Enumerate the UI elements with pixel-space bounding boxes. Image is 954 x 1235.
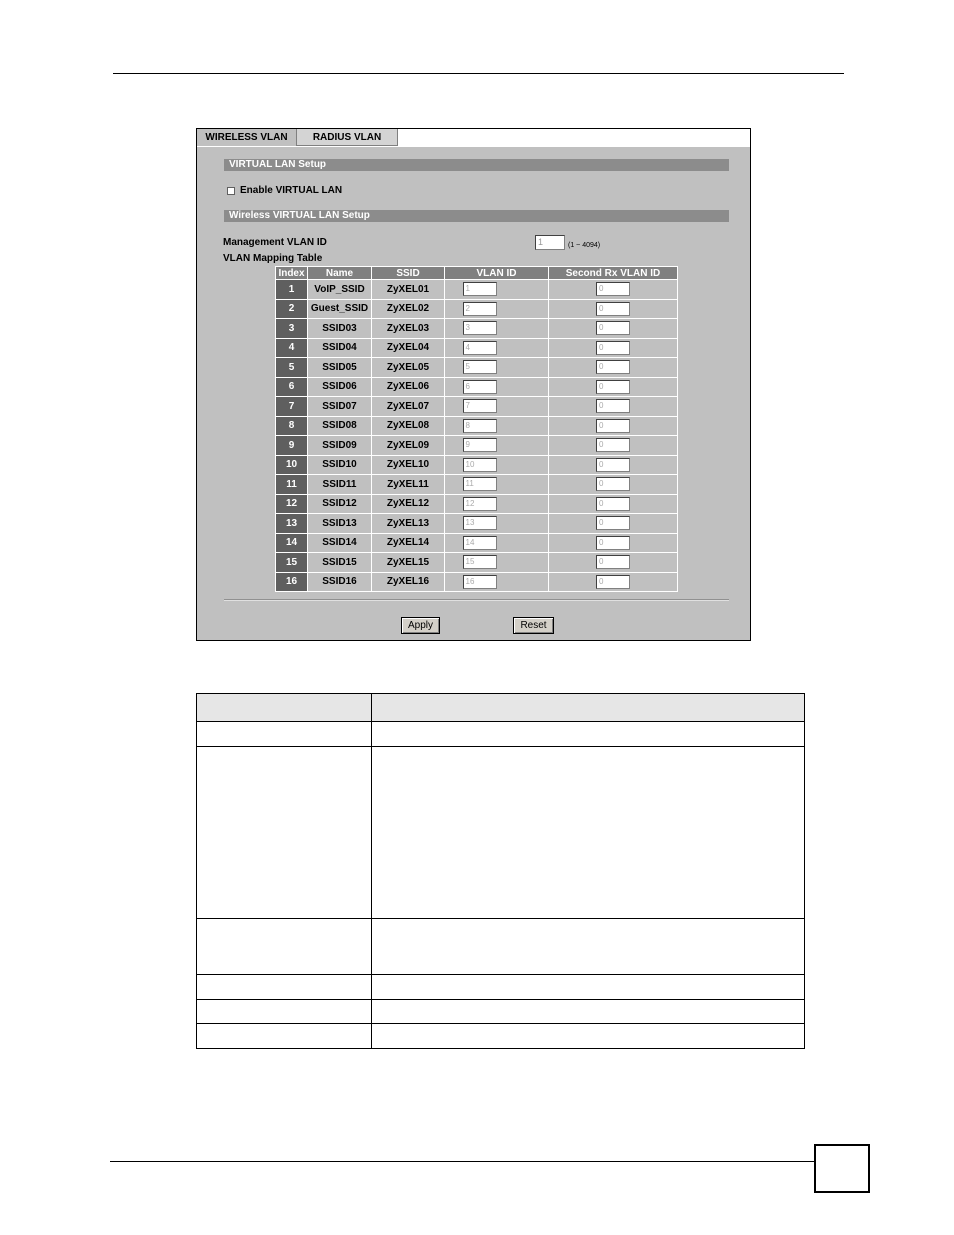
table-row <box>276 553 678 573</box>
vlan-id-input[interactable]: 13 <box>463 516 497 530</box>
row-vlan-id-cell <box>445 377 549 397</box>
row-vlan-id-cell <box>445 436 549 456</box>
vlan-id-input[interactable]: 1 <box>463 282 497 296</box>
table-row <box>276 455 678 475</box>
second-rx-vlan-id-input[interactable]: 0 <box>596 516 630 530</box>
table-row <box>276 494 678 514</box>
vlan-id-input[interactable]: 7 <box>463 399 497 413</box>
row-ssid: ZyXEL06 <box>372 377 445 397</box>
vlan-id-input[interactable]: 5 <box>463 360 497 374</box>
second-rx-vlan-id-input[interactable]: 0 <box>596 477 630 491</box>
row-ssid: ZyXEL02 <box>372 299 445 319</box>
row-name: SSID13 <box>308 514 372 534</box>
second-rx-vlan-id-input[interactable]: 0 <box>596 380 630 394</box>
desc-cell <box>372 1024 805 1049</box>
row-vlan-id-cell <box>445 572 549 592</box>
row-index: 10 <box>276 455 308 475</box>
vlan-id-input[interactable]: 3 <box>463 321 497 335</box>
desc-row <box>197 722 372 747</box>
second-rx-vlan-id-input[interactable]: 0 <box>596 419 630 433</box>
column-header-index: Index <box>276 267 308 280</box>
row-second-rx-cell <box>549 416 678 436</box>
row-index: 9 <box>276 436 308 456</box>
desc-cell <box>372 919 805 975</box>
column-header-second-rx-vlan-id: Second Rx VLAN ID <box>549 267 678 280</box>
row-vlan-id-cell <box>445 397 549 417</box>
row-second-rx-cell <box>549 553 678 573</box>
row-name: SSID16 <box>308 572 372 592</box>
row-second-rx-cell <box>549 455 678 475</box>
row-index: 7 <box>276 397 308 417</box>
row-vlan-id-cell <box>445 416 549 436</box>
row-vlan-id-cell <box>445 533 549 553</box>
table-row <box>276 319 678 339</box>
vlan-mapping-table <box>275 266 678 592</box>
row-vlan-id-cell <box>445 358 549 378</box>
vlan-id-input[interactable]: 10 <box>463 458 497 472</box>
row-ssid: ZyXEL04 <box>372 338 445 358</box>
row-index: 12 <box>276 494 308 514</box>
row-name: SSID09 <box>308 436 372 456</box>
row-second-rx-cell <box>549 572 678 592</box>
desc-cell <box>372 1000 805 1024</box>
second-rx-vlan-id-input[interactable]: 0 <box>596 438 630 452</box>
row-name: SSID12 <box>308 494 372 514</box>
footer-rule <box>110 1161 814 1162</box>
table-row <box>276 475 678 495</box>
vlan-id-input[interactable]: 15 <box>463 555 497 569</box>
description-table <box>196 693 805 1049</box>
row-vlan-id-cell <box>445 553 549 573</box>
row-vlan-id-cell <box>445 494 549 514</box>
desc-row <box>197 919 372 975</box>
section-title-wireless-setup: Wireless VIRTUAL LAN Setup <box>224 210 729 222</box>
vlan-id-input[interactable]: 14 <box>463 536 497 550</box>
row-index: 2 <box>276 299 308 319</box>
row-vlan-id-cell <box>445 280 549 300</box>
row-second-rx-cell <box>549 533 678 553</box>
row-name: SSID08 <box>308 416 372 436</box>
row-ssid: ZyXEL15 <box>372 553 445 573</box>
table-row <box>276 338 678 358</box>
tab-radius-vlan[interactable]: RADIUS VLAN <box>297 129 398 146</box>
row-index: 8 <box>276 416 308 436</box>
row-name: SSID03 <box>308 319 372 339</box>
vlan-id-input[interactable]: 8 <box>463 419 497 433</box>
row-ssid: ZyXEL03 <box>372 319 445 339</box>
mapping-table-title: VLAN Mapping Table <box>223 253 323 264</box>
vlan-id-input[interactable]: 6 <box>463 380 497 394</box>
row-ssid: ZyXEL10 <box>372 455 445 475</box>
row-name: SSID14 <box>308 533 372 553</box>
row-name: SSID06 <box>308 377 372 397</box>
vlan-id-input[interactable]: 12 <box>463 497 497 511</box>
desc-cell <box>372 747 805 919</box>
page-number-box <box>814 1144 870 1193</box>
row-ssid: ZyXEL14 <box>372 533 445 553</box>
row-ssid: ZyXEL13 <box>372 514 445 534</box>
desc-header-label <box>197 694 372 722</box>
column-header-ssid: SSID <box>372 267 445 280</box>
table-row <box>276 436 678 456</box>
second-rx-vlan-id-input[interactable]: 0 <box>596 497 630 511</box>
tab-bar <box>197 129 750 147</box>
header-rule <box>113 73 844 74</box>
row-ssid: ZyXEL16 <box>372 572 445 592</box>
row-second-rx-cell <box>549 338 678 358</box>
row-ssid: ZyXEL07 <box>372 397 445 417</box>
row-ssid: ZyXEL11 <box>372 475 445 495</box>
divider <box>224 599 729 601</box>
row-vlan-id-cell <box>445 514 549 534</box>
row-index: 14 <box>276 533 308 553</box>
management-vlan-input[interactable]: 1 <box>535 235 565 250</box>
row-index: 4 <box>276 338 308 358</box>
second-rx-vlan-id-input[interactable]: 0 <box>596 360 630 374</box>
section-title-vlan-setup: VIRTUAL LAN Setup <box>224 159 729 171</box>
row-second-rx-cell <box>549 319 678 339</box>
management-vlan-range: (1 ~ 4094) <box>568 242 601 249</box>
second-rx-vlan-id-input[interactable]: 0 <box>596 302 630 316</box>
apply-button[interactable]: Apply <box>401 617 440 634</box>
row-index: 16 <box>276 572 308 592</box>
second-rx-vlan-id-input[interactable]: 0 <box>596 321 630 335</box>
row-second-rx-cell <box>549 494 678 514</box>
table-row <box>276 299 678 319</box>
second-rx-vlan-id-input[interactable]: 0 <box>596 458 630 472</box>
management-vlan-label: Management VLAN ID <box>223 237 327 248</box>
desc-cell <box>372 722 805 747</box>
row-index: 5 <box>276 358 308 378</box>
vlan-id-input[interactable]: 9 <box>463 438 497 452</box>
table-row <box>276 397 678 417</box>
desc-cell <box>372 975 805 1000</box>
table-row <box>276 514 678 534</box>
second-rx-vlan-id-input[interactable]: 0 <box>596 575 630 589</box>
row-vlan-id-cell <box>445 475 549 495</box>
desc-row <box>197 1024 372 1049</box>
table-row <box>276 416 678 436</box>
row-ssid: ZyXEL01 <box>372 280 445 300</box>
row-second-rx-cell <box>549 397 678 417</box>
vlan-id-input[interactable]: 11 <box>463 477 497 491</box>
row-ssid: ZyXEL09 <box>372 436 445 456</box>
table-row <box>276 358 678 378</box>
row-name: SSID10 <box>308 455 372 475</box>
second-rx-vlan-id-input[interactable]: 0 <box>596 399 630 413</box>
enable-vlan-label: Enable VIRTUAL LAN <box>240 185 343 196</box>
desc-header-description <box>372 694 805 722</box>
row-index: 15 <box>276 553 308 573</box>
row-ssid: ZyXEL05 <box>372 358 445 378</box>
tab-wireless-vlan[interactable]: WIRELESS VLAN <box>197 129 297 146</box>
table-row <box>276 280 678 300</box>
row-second-rx-cell <box>549 299 678 319</box>
desc-row <box>197 1000 372 1024</box>
second-rx-vlan-id-input[interactable]: 0 <box>596 282 630 296</box>
row-vlan-id-cell <box>445 299 549 319</box>
row-second-rx-cell <box>549 514 678 534</box>
row-name: SSID11 <box>308 475 372 495</box>
row-second-rx-cell <box>549 377 678 397</box>
row-index: 13 <box>276 514 308 534</box>
vlan-id-input[interactable]: 4 <box>463 341 497 355</box>
row-index: 1 <box>276 280 308 300</box>
second-rx-vlan-id-input[interactable]: 0 <box>596 555 630 569</box>
row-name: SSID04 <box>308 338 372 358</box>
row-index: 11 <box>276 475 308 495</box>
row-ssid: ZyXEL08 <box>372 416 445 436</box>
row-second-rx-cell <box>549 475 678 495</box>
row-ssid: ZyXEL12 <box>372 494 445 514</box>
row-second-rx-cell <box>549 358 678 378</box>
row-index: 3 <box>276 319 308 339</box>
table-row <box>276 572 678 592</box>
table-row <box>276 377 678 397</box>
row-name: SSID05 <box>308 358 372 378</box>
second-rx-vlan-id-input[interactable]: 0 <box>596 536 630 550</box>
table-row <box>276 533 678 553</box>
desc-row <box>197 975 372 1000</box>
row-vlan-id-cell <box>445 455 549 475</box>
row-name: SSID07 <box>308 397 372 417</box>
row-name: SSID15 <box>308 553 372 573</box>
wireless-vlan-panel <box>196 128 751 641</box>
row-vlan-id-cell <box>445 338 549 358</box>
row-second-rx-cell <box>549 436 678 456</box>
row-second-rx-cell <box>549 280 678 300</box>
reset-button[interactable]: Reset <box>513 617 554 634</box>
desc-row <box>197 747 372 919</box>
row-name: Guest_SSID <box>308 299 372 319</box>
vlan-id-input[interactable]: 16 <box>463 575 497 589</box>
second-rx-vlan-id-input[interactable]: 0 <box>596 341 630 355</box>
enable-vlan-checkbox[interactable] <box>227 187 235 195</box>
row-index: 6 <box>276 377 308 397</box>
column-header-name: Name <box>308 267 372 280</box>
row-name: VoIP_SSID <box>308 280 372 300</box>
vlan-id-input[interactable]: 2 <box>463 302 497 316</box>
column-header-vlan-id: VLAN ID <box>445 267 549 280</box>
row-vlan-id-cell <box>445 319 549 339</box>
